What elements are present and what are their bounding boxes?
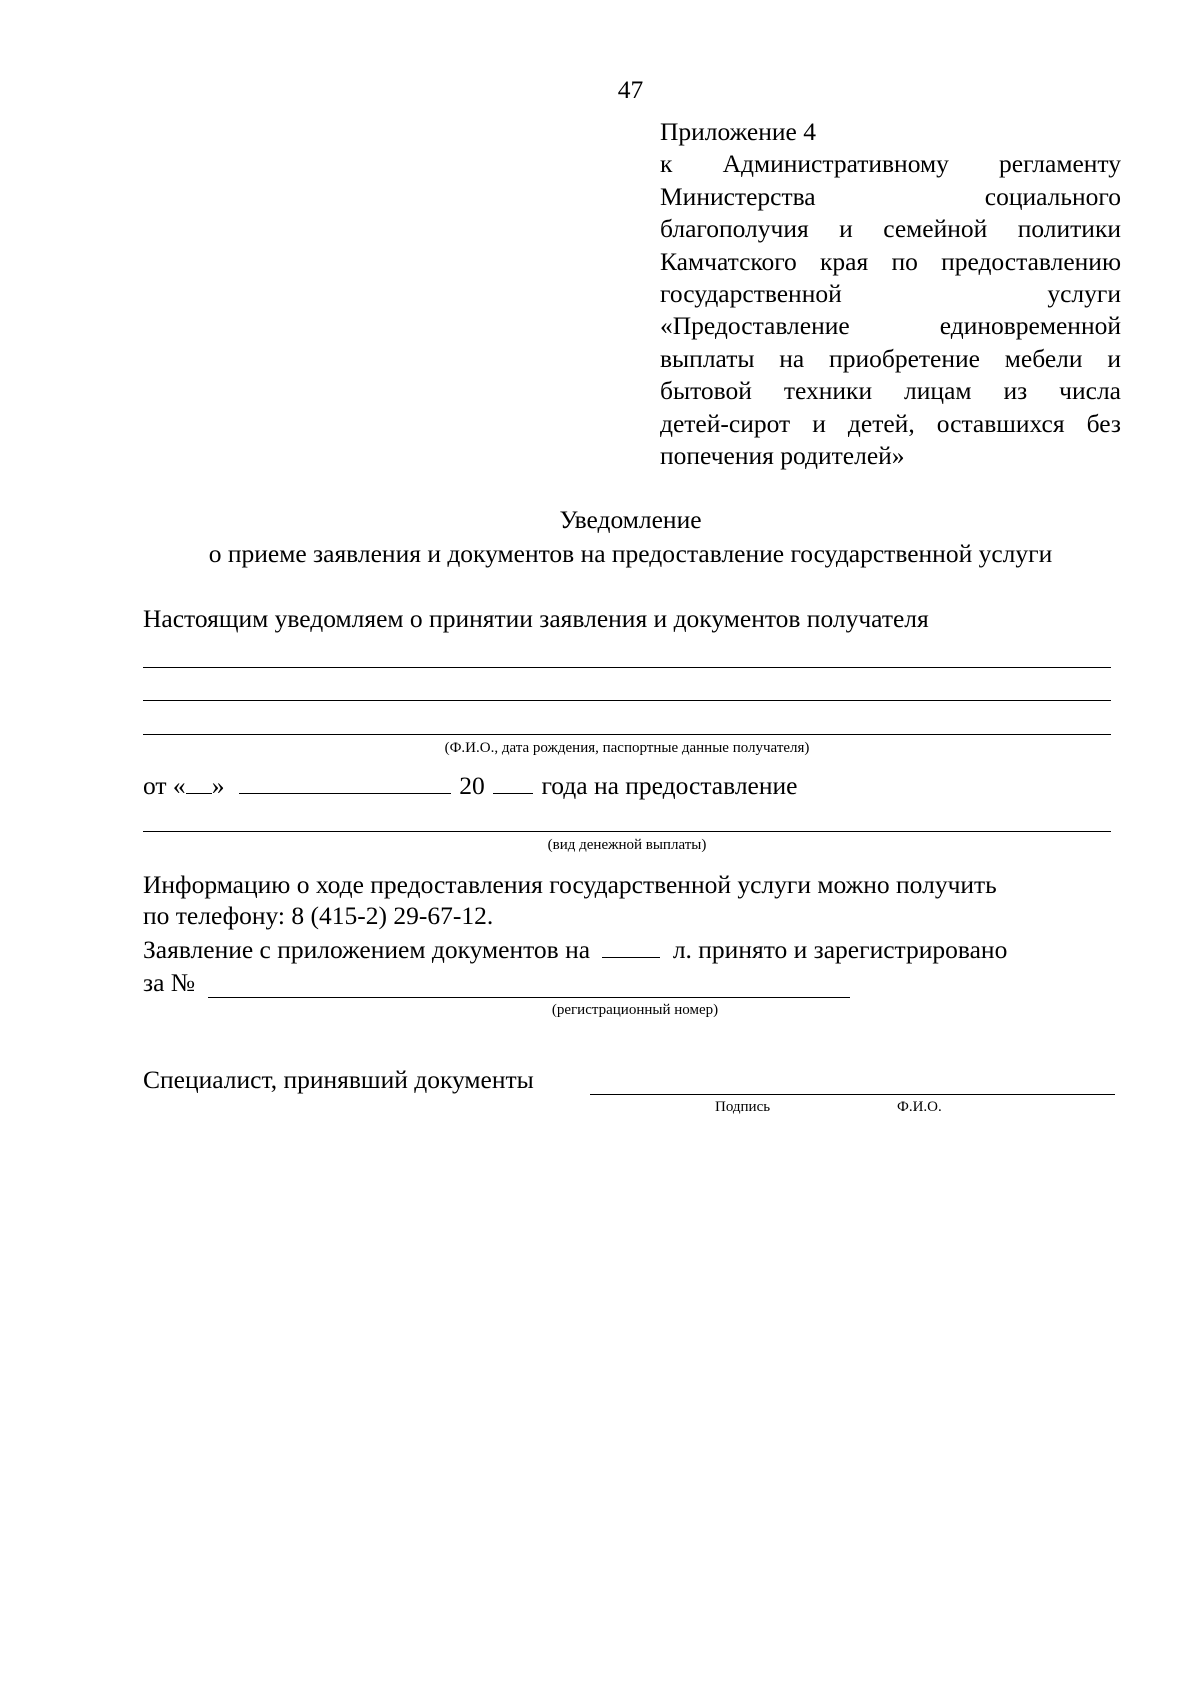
appendix-line: бытовой техники лицам из числа	[660, 376, 1121, 406]
day-blank	[186, 771, 212, 794]
registration-caption: (регистрационный номер)	[551, 1002, 719, 1018]
application-suffix: л. принято и зарегистрировано	[672, 935, 1008, 964]
recipient-blank-line	[143, 734, 1111, 735]
name-caption: Ф.И.О.	[897, 1099, 942, 1115]
signature-caption: Подпись	[715, 1099, 771, 1115]
appendix-line: выплаты на приобретение мебели и	[660, 343, 1121, 373]
application-line	[143, 934, 1007, 966]
year-prefix: 20	[459, 771, 485, 800]
info-line-2: по телефону: 8 (415-2) 29-67-12.	[143, 901, 494, 930]
recipient-blank-line	[143, 667, 1111, 668]
notice-title: Уведомление	[559, 505, 702, 534]
registration-blank-line	[208, 997, 850, 998]
notice-subtitle: о приеме заявления и документов на предоставление государственной услуги	[208, 539, 1053, 568]
sheets-blank	[602, 935, 660, 958]
appendix-line: детей-сирот и детей, оставшихся без	[660, 408, 1121, 438]
payment-caption: (вид денежной выплаты)	[547, 837, 707, 853]
info-line-1: Информацию о ходе предоставления государственной услуги можно получить	[143, 870, 997, 899]
month-blank	[239, 771, 451, 794]
specialist-signature-line	[590, 1094, 1115, 1095]
appendix-line: благополучия и семейной политики	[660, 214, 1121, 244]
reg-prefix: за №	[143, 968, 196, 997]
appendix-line: государственной услуги	[660, 279, 1121, 309]
intro-text: Настоящим уведомляем о принятии заявления и документов получателя	[143, 604, 929, 633]
appendix-line: Приложение 4	[660, 117, 816, 146]
appendix-block	[660, 116, 1121, 472]
specialist-label: Специалист, принявший документы	[143, 1065, 534, 1094]
recipient-blank-line	[143, 700, 1111, 701]
date-line	[143, 770, 797, 802]
year-blank	[493, 771, 533, 794]
appendix-line: «Предоставление единовременной	[660, 311, 1121, 341]
appendix-line: попечения родителей»	[660, 441, 905, 471]
appendix-line: Министерства социального	[660, 181, 1121, 211]
payment-blank-line	[143, 831, 1111, 832]
recipient-caption: (Ф.И.О., дата рождения, паспортные данные получателя)	[444, 740, 810, 756]
appendix-line: к Административному регламенту	[660, 149, 1121, 179]
date-suffix: года на предоставление	[541, 771, 798, 800]
date-mid: »	[211, 771, 225, 800]
appendix-line: Камчатского края по предоставлению	[660, 246, 1121, 276]
application-prefix: Заявление с приложением документов на	[143, 935, 591, 964]
page-number: 47	[617, 75, 644, 104]
registration-line	[143, 967, 195, 999]
date-prefix: от «	[143, 771, 186, 800]
